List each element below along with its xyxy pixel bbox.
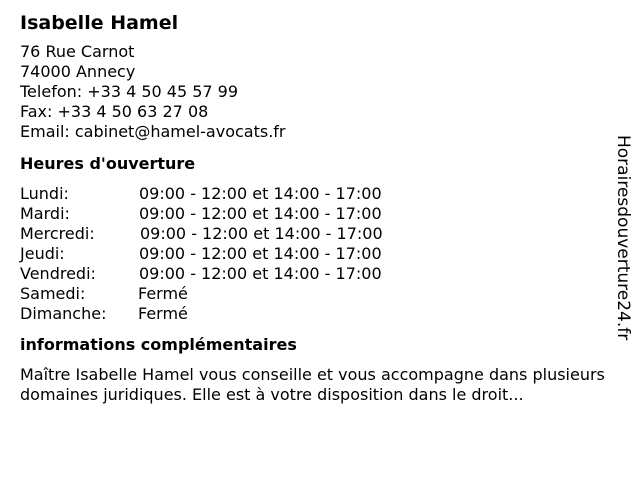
contact-block <box>20 42 610 142</box>
time-value: Fermé <box>138 284 188 303</box>
day-label: Jeudi: <box>20 244 65 263</box>
day-label: Lundi: <box>20 184 69 203</box>
time-value: 09:00 - 12:00 et 14:00 - 17:00 <box>139 184 382 203</box>
business-name: Isabelle Hamel <box>20 12 179 34</box>
address-street: 76 Rue Carnot <box>20 42 135 61</box>
time-value: 09:00 - 12:00 et 14:00 - 17:00 <box>139 204 382 223</box>
address-city: 74000 Annecy <box>20 62 136 81</box>
hours-row-wednesday <box>20 224 610 244</box>
business-card <box>20 10 610 405</box>
hours-row-saturday <box>20 284 610 304</box>
info-heading: informations complémentaires <box>20 335 297 354</box>
hours-row-friday <box>20 264 610 284</box>
fax-number: Fax: +33 4 50 63 27 08 <box>20 102 209 121</box>
day-label: Mardi: <box>20 204 70 223</box>
site-watermark: Horairesdouverture24.fr <box>613 135 633 341</box>
phone-number: Telefon: +33 4 50 45 57 99 <box>20 82 239 101</box>
time-value: Fermé <box>138 304 188 323</box>
hours-row-tuesday <box>20 204 610 224</box>
time-value: 09:00 - 12:00 et 14:00 - 17:00 <box>139 264 382 283</box>
time-value: 09:00 - 12:00 et 14:00 - 17:00 <box>140 224 383 243</box>
email-address: Email: cabinet@hamel-avocats.fr <box>20 122 286 141</box>
day-label: Mercredi: <box>20 224 95 243</box>
hours-row-sunday <box>20 304 610 324</box>
day-label: Dimanche: <box>20 304 107 323</box>
hours-heading: Heures d'ouverture <box>20 154 196 173</box>
opening-hours-table <box>20 184 610 324</box>
day-label: Samedi: <box>20 284 86 303</box>
time-value: 09:00 - 12:00 et 14:00 - 17:00 <box>139 244 382 263</box>
info-description: Maître Isabelle Hamel vous conseille et vous accompagne dans plusieurs domaines juridiques. Elle est à votre disposition dans le droit... <box>20 365 605 404</box>
hours-row-monday <box>20 184 610 204</box>
hours-row-thursday <box>20 244 610 264</box>
day-label: Vendredi: <box>20 264 96 283</box>
